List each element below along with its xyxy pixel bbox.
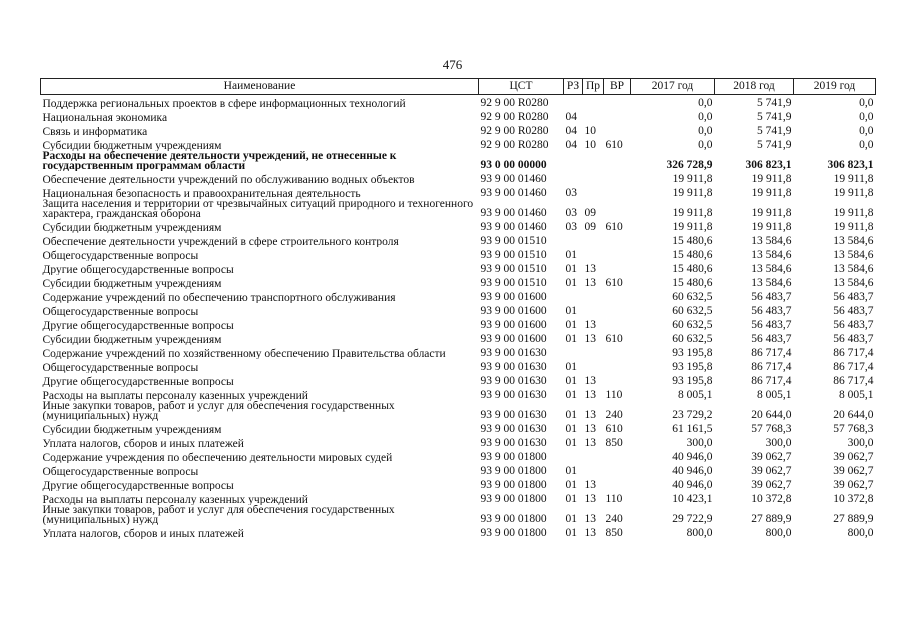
cell-2019: 19 911,8 [833, 221, 874, 233]
cell-name: Расходы на обеспечение деятельности учреждений, не отнесенные к государственным программам области [42, 151, 397, 171]
table-row [41, 317, 876, 331]
cell-2017: 29 722,9 [672, 513, 713, 525]
cell-2017: 15 480,6 [672, 235, 713, 247]
table-row [41, 463, 876, 477]
cell-name: Поддержка региональных проектов в сфере информационных технологий [42, 98, 406, 109]
cell-cst: 93 9 00 01600 [480, 291, 547, 303]
cell-pr: 13 [584, 319, 596, 331]
cell-2019: 19 911,8 [833, 207, 874, 219]
cell-vr: 850 [605, 437, 623, 449]
cell-rz [564, 171, 583, 185]
cell-cst: 93 9 00 01800 [480, 465, 547, 477]
table-row [41, 505, 876, 525]
cell-2019: 0,0 [859, 125, 874, 137]
header-2017: 2017 год [631, 79, 715, 95]
cell-2017: 0,0 [698, 111, 713, 123]
cell-vr [604, 359, 631, 373]
cell-rz: 01 [565, 263, 577, 275]
cell-2017: 19 911,8 [672, 173, 713, 185]
cell-rz: 01 [565, 527, 577, 539]
cell-2018: 13 584,6 [751, 235, 792, 247]
cell-name: Содержание учреждений по обеспечению транспортного обслуживания [42, 292, 396, 303]
cell-name: Другие общегосударственные вопросы [42, 480, 234, 491]
cell-pr [583, 449, 604, 463]
cell-2018: 306 823,1 [745, 159, 792, 171]
cell-rz: 01 [565, 249, 577, 261]
cell-pr [583, 359, 604, 373]
cell-2019: 13 584,6 [833, 235, 874, 247]
budget-table [40, 78, 876, 539]
table-row [41, 435, 876, 449]
cell-cst: 93 9 00 01630 [480, 389, 547, 401]
cell-name: Другие общегосударственные вопросы [42, 320, 234, 331]
cell-name: Национальная безопасность и правоохранительная деятельность [42, 188, 361, 199]
cell-name: Национальная экономика [42, 112, 168, 123]
cell-pr: 13 [584, 493, 596, 505]
cell-name: Субсидии бюджетным учреждениям [42, 222, 222, 233]
cell-pr: 13 [584, 479, 596, 491]
cell-2018: 39 062,7 [751, 465, 792, 477]
cell-pr [583, 289, 604, 303]
cell-2017: 10 423,1 [672, 493, 713, 505]
cell-2018: 5 741,9 [757, 111, 792, 123]
cell-2018: 13 584,6 [751, 277, 792, 289]
header-vr: ВР [604, 79, 631, 95]
cell-2018: 19 911,8 [751, 173, 792, 185]
cell-pr: 13 [584, 527, 596, 539]
cell-pr: 09 [584, 207, 596, 219]
cell-2019: 57 768,3 [833, 423, 874, 435]
header-pr: Пр [583, 79, 604, 95]
table-row [41, 449, 876, 463]
cell-name: Уплата налогов, сборов и иных платежей [42, 528, 244, 539]
cell-vr [604, 233, 631, 247]
cell-2018: 57 768,3 [751, 423, 792, 435]
cell-pr: 10 [584, 139, 596, 151]
cell-rz: 01 [565, 465, 577, 477]
cell-2019: 86 717,4 [833, 375, 874, 387]
cell-2018: 5 741,9 [757, 97, 792, 109]
cell-rz [564, 95, 583, 110]
cell-vr [604, 477, 631, 491]
cell-2017: 60 632,5 [672, 305, 713, 317]
cell-name: Субсидии бюджетным учреждениям [42, 278, 222, 289]
cell-vr [604, 247, 631, 261]
cell-vr [604, 95, 631, 110]
cell-name: Общегосударственные вопросы [42, 250, 199, 261]
cell-cst: 93 9 00 01600 [480, 333, 547, 345]
cell-name: Расходы на выплаты персоналу казенных учреждений [42, 390, 308, 401]
cell-pr: 13 [584, 409, 596, 421]
table-row [41, 331, 876, 345]
cell-pr [583, 151, 604, 171]
table-body [41, 95, 876, 540]
cell-2017: 15 480,6 [672, 277, 713, 289]
cell-pr: 09 [584, 221, 596, 233]
cell-2017: 326 728,9 [666, 159, 713, 171]
cell-2019: 800,0 [847, 527, 874, 539]
cell-2017: 60 632,5 [672, 333, 713, 345]
cell-vr [604, 373, 631, 387]
cell-2017: 40 946,0 [672, 451, 713, 463]
cell-2019: 13 584,6 [833, 277, 874, 289]
cell-vr [604, 317, 631, 331]
cell-2018: 56 483,7 [751, 291, 792, 303]
cell-name: Расходы на выплаты персоналу казенных учреждений [42, 494, 308, 505]
cell-rz: 01 [565, 305, 577, 317]
table-row [41, 261, 876, 275]
cell-2019: 27 889,9 [833, 513, 874, 525]
cell-2017: 40 946,0 [672, 465, 713, 477]
table-row [41, 199, 876, 219]
cell-pr [583, 303, 604, 317]
cell-cst: 93 9 00 01630 [480, 437, 547, 449]
cell-pr [583, 95, 604, 110]
cell-2019: 20 644,0 [833, 409, 874, 421]
table-row [41, 219, 876, 233]
cell-cst: 93 9 00 01800 [480, 527, 547, 539]
cell-rz: 01 [565, 423, 577, 435]
cell-pr [583, 171, 604, 185]
cell-name: Связь и информатика [42, 126, 148, 137]
cell-cst: 93 9 00 01510 [480, 235, 547, 247]
cell-cst: 93 0 00 00000 [480, 159, 547, 171]
cell-cst: 92 9 00 R0280 [480, 125, 549, 137]
cell-2017: 19 911,8 [672, 221, 713, 233]
cell-pr: 13 [584, 375, 596, 387]
cell-rz [564, 449, 583, 463]
cell-rz: 01 [565, 361, 577, 373]
cell-2019: 19 911,8 [833, 173, 874, 185]
cell-2017: 15 480,6 [672, 249, 713, 261]
header-rz: РЗ [564, 79, 583, 95]
cell-rz: 04 [565, 125, 577, 137]
cell-2017: 93 195,8 [672, 375, 713, 387]
cell-vr: 610 [605, 277, 623, 289]
cell-pr: 13 [584, 333, 596, 345]
cell-vr [604, 449, 631, 463]
cell-2019: 306 823,1 [827, 159, 874, 171]
cell-2019: 13 584,6 [833, 263, 874, 275]
cell-2018: 39 062,7 [751, 479, 792, 491]
cell-vr [604, 171, 631, 185]
cell-2018: 19 911,8 [751, 187, 792, 199]
cell-vr [604, 123, 631, 137]
cell-2018: 5 741,9 [757, 139, 792, 151]
cell-rz: 01 [565, 333, 577, 345]
cell-name: Обеспечение деятельности учреждений по обслуживанию водных объектов [42, 174, 415, 185]
cell-rz: 03 [565, 187, 577, 199]
cell-2017: 93 195,8 [672, 361, 713, 373]
cell-rz: 04 [565, 111, 577, 123]
cell-2019: 13 584,6 [833, 249, 874, 261]
cell-rz [564, 151, 583, 171]
cell-2018: 13 584,6 [751, 263, 792, 275]
cell-vr: 610 [605, 221, 623, 233]
cell-vr [604, 151, 631, 171]
cell-2018: 56 483,7 [751, 319, 792, 331]
cell-name: Уплата налогов, сборов и иных платежей [42, 438, 244, 449]
cell-2019: 19 911,8 [833, 187, 874, 199]
table-row [41, 289, 876, 303]
cell-rz: 01 [565, 437, 577, 449]
cell-name: Обеспечение деятельности учреждений в сфере строительного контроля [42, 236, 399, 247]
cell-pr [583, 463, 604, 477]
cell-cst: 93 9 00 01510 [480, 263, 547, 275]
cell-2019: 0,0 [859, 97, 874, 109]
cell-2017: 8 005,1 [678, 389, 713, 401]
cell-rz: 01 [565, 479, 577, 491]
cell-name: Содержание учреждения по обеспечению деятельности мировых судей [42, 452, 393, 463]
cell-rz: 01 [565, 319, 577, 331]
cell-vr: 610 [605, 423, 623, 435]
cell-vr [604, 463, 631, 477]
cell-2018: 39 062,7 [751, 451, 792, 463]
cell-pr: 13 [584, 437, 596, 449]
cell-rz: 03 [565, 207, 577, 219]
cell-2017: 60 632,5 [672, 291, 713, 303]
table-row [41, 247, 876, 261]
table-row [41, 95, 876, 110]
cell-vr [604, 289, 631, 303]
cell-2017: 0,0 [698, 139, 713, 151]
cell-2017: 0,0 [698, 125, 713, 137]
cell-2019: 0,0 [859, 111, 874, 123]
cell-2017: 40 946,0 [672, 479, 713, 491]
cell-2017: 19 911,8 [672, 187, 713, 199]
cell-2019: 56 483,7 [833, 333, 874, 345]
cell-rz: 01 [565, 513, 577, 525]
table-row [41, 421, 876, 435]
cell-2019: 10 372,8 [833, 493, 874, 505]
cell-rz: 01 [565, 389, 577, 401]
cell-pr [583, 233, 604, 247]
cell-2019: 86 717,4 [833, 347, 874, 359]
cell-2018: 800,0 [765, 527, 792, 539]
cell-2019: 56 483,7 [833, 319, 874, 331]
cell-2019: 8 005,1 [839, 389, 874, 401]
cell-cst: 93 9 00 01800 [480, 493, 547, 505]
cell-2019: 39 062,7 [833, 465, 874, 477]
cell-vr [604, 199, 631, 219]
cell-2017: 15 480,6 [672, 263, 713, 275]
cell-cst: 93 9 00 01630 [480, 375, 547, 387]
cell-2018: 10 372,8 [751, 493, 792, 505]
table-row [41, 233, 876, 247]
cell-rz: 03 [565, 221, 577, 233]
cell-name: Субсидии бюджетным учреждениям [42, 424, 222, 435]
cell-2019: 56 483,7 [833, 305, 874, 317]
cell-pr: 13 [584, 277, 596, 289]
cell-pr [583, 109, 604, 123]
cell-2018: 86 717,4 [751, 361, 792, 373]
cell-2018: 8 005,1 [757, 389, 792, 401]
cell-vr: 610 [605, 333, 623, 345]
cell-2018: 19 911,8 [751, 207, 792, 219]
cell-rz [564, 289, 583, 303]
table-row [41, 151, 876, 171]
cell-2018: 27 889,9 [751, 513, 792, 525]
cell-rz: 01 [565, 409, 577, 421]
table-row [41, 109, 876, 123]
cell-2018: 20 644,0 [751, 409, 792, 421]
cell-2017: 800,0 [686, 527, 713, 539]
cell-pr [583, 185, 604, 199]
cell-2019: 39 062,7 [833, 451, 874, 463]
cell-rz: 01 [565, 277, 577, 289]
cell-2017: 60 632,5 [672, 319, 713, 331]
cell-cst: 93 9 00 01800 [480, 451, 547, 463]
table-row [41, 123, 876, 137]
table-row [41, 185, 876, 199]
cell-2019: 300,0 [847, 437, 874, 449]
cell-vr: 850 [605, 527, 623, 539]
cell-vr: 240 [605, 513, 623, 525]
table-header-row [41, 79, 876, 95]
table-row [41, 491, 876, 505]
cell-2019: 39 062,7 [833, 479, 874, 491]
cell-cst: 92 9 00 R0280 [480, 139, 549, 151]
cell-vr [604, 109, 631, 123]
cell-name: Другие общегосударственные вопросы [42, 376, 234, 387]
cell-rz: 04 [565, 139, 577, 151]
cell-2019: 0,0 [859, 139, 874, 151]
cell-cst: 93 9 00 01510 [480, 249, 547, 261]
cell-2017: 93 195,8 [672, 347, 713, 359]
cell-rz: 01 [565, 493, 577, 505]
cell-pr: 13 [584, 389, 596, 401]
cell-name: Субсидии бюджетным учреждениям [42, 140, 222, 151]
cell-cst: 93 9 00 01600 [480, 305, 547, 317]
cell-name: Содержание учреждений по хозяйственному обеспечению Правительства области [42, 348, 446, 359]
table-row [41, 275, 876, 289]
cell-2018: 56 483,7 [751, 333, 792, 345]
cell-rz [564, 345, 583, 359]
cell-pr: 13 [584, 423, 596, 435]
cell-2018: 19 911,8 [751, 221, 792, 233]
cell-name: Общегосударственные вопросы [42, 362, 199, 373]
cell-vr [604, 303, 631, 317]
table-row [41, 137, 876, 151]
table-row [41, 171, 876, 185]
cell-cst: 93 9 00 01460 [480, 207, 547, 219]
cell-2018: 5 741,9 [757, 125, 792, 137]
table-row [41, 345, 876, 359]
cell-2018: 56 483,7 [751, 305, 792, 317]
cell-cst: 93 9 00 01630 [480, 347, 547, 359]
cell-2018: 86 717,4 [751, 347, 792, 359]
cell-rz: 01 [565, 375, 577, 387]
cell-2018: 300,0 [765, 437, 792, 449]
cell-2018: 13 584,6 [751, 249, 792, 261]
cell-cst: 92 9 00 R0280 [480, 97, 549, 109]
page-number: 476 [442, 57, 463, 72]
table-row [41, 373, 876, 387]
cell-cst: 93 9 00 01800 [480, 479, 547, 491]
cell-cst: 93 9 00 01460 [480, 173, 547, 185]
cell-2017: 300,0 [686, 437, 713, 449]
cell-name: Иные закупки товаров, работ и услуг для обеспечения государственных (муниципальных) нужд [42, 401, 395, 421]
cell-2017: 61 161,5 [672, 423, 713, 435]
cell-name: Защита населения и территории от чрезвычайных ситуаций природного и техногенного характера, гражданская оборона [42, 199, 474, 219]
cell-2017: 19 911,8 [672, 207, 713, 219]
cell-cst: 92 9 00 R0280 [480, 111, 549, 123]
header-cst: ЦСТ [479, 79, 564, 95]
cell-2019: 86 717,4 [833, 361, 874, 373]
cell-name: Другие общегосударственные вопросы [42, 264, 234, 275]
header-2018: 2018 год [715, 79, 794, 95]
cell-vr [604, 345, 631, 359]
cell-2019: 56 483,7 [833, 291, 874, 303]
table-row [41, 387, 876, 401]
cell-cst: 93 9 00 01630 [480, 423, 547, 435]
cell-pr: 13 [584, 263, 596, 275]
cell-2017: 0,0 [698, 97, 713, 109]
cell-vr: 240 [605, 409, 623, 421]
cell-vr: 110 [605, 493, 623, 505]
cell-vr: 110 [605, 389, 623, 401]
cell-cst: 93 9 00 01600 [480, 319, 547, 331]
cell-pr [583, 345, 604, 359]
cell-vr: 610 [605, 139, 623, 151]
table-row [41, 303, 876, 317]
table-row [41, 401, 876, 421]
table-row [41, 525, 876, 539]
cell-rz [564, 233, 583, 247]
cell-pr: 10 [584, 125, 596, 137]
cell-pr [583, 247, 604, 261]
cell-cst: 93 9 00 01630 [480, 361, 547, 373]
cell-vr [604, 261, 631, 275]
cell-2018: 86 717,4 [751, 375, 792, 387]
cell-2017: 23 729,2 [672, 409, 713, 421]
cell-cst: 93 9 00 01460 [480, 187, 547, 199]
cell-name: Иные закупки товаров, работ и услуг для обеспечения государственных (муниципальных) нужд [42, 505, 395, 525]
cell-cst: 93 9 00 01800 [480, 513, 547, 525]
cell-name: Субсидии бюджетным учреждениям [42, 334, 222, 345]
cell-cst: 93 9 00 01460 [480, 221, 547, 233]
cell-vr [604, 185, 631, 199]
cell-cst: 93 9 00 01630 [480, 409, 547, 421]
cell-pr: 13 [584, 513, 596, 525]
cell-cst: 93 9 00 01510 [480, 277, 547, 289]
header-name: Наименование [41, 79, 479, 95]
cell-name: Общегосударственные вопросы [42, 466, 199, 477]
table-row [41, 477, 876, 491]
cell-name: Общегосударственные вопросы [42, 306, 199, 317]
table-row [41, 359, 876, 373]
header-2019: 2019 год [794, 79, 876, 95]
